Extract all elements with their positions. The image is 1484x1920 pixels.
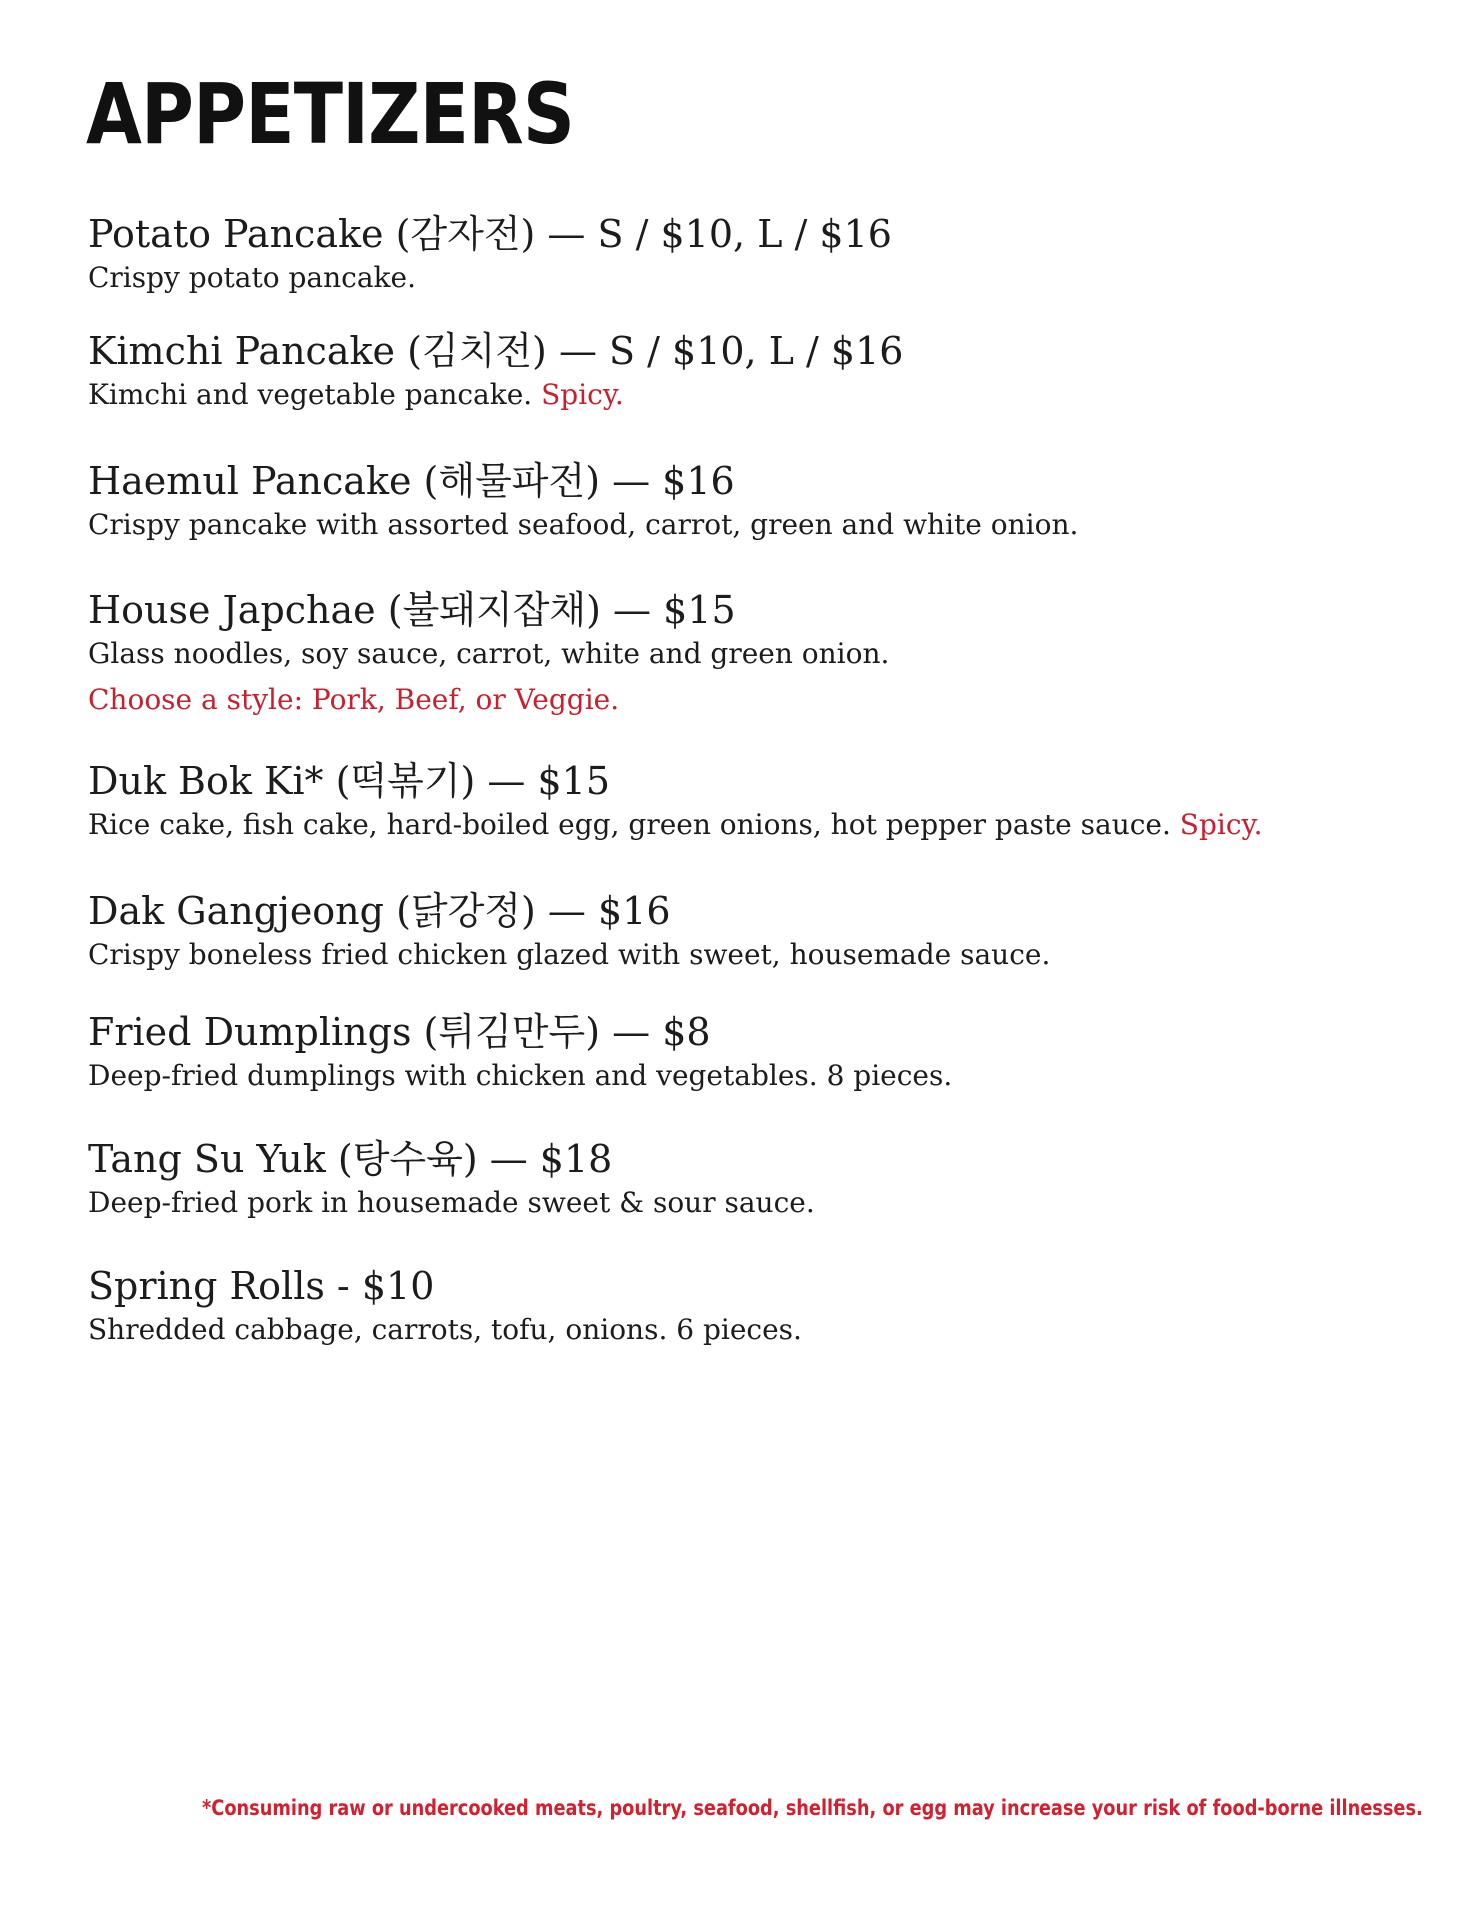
item-description: Crispy pancake with assorted seafood, carrot, green and white onion. — [88, 508, 1079, 541]
item-description: Shredded cabbage, carrots, tofu, onions. 6 pieces. — [88, 1313, 802, 1346]
item-description: Deep-fried dumplings with chicken and vegetables. 8 pieces. — [88, 1059, 953, 1092]
item-name: Duk Bok Ki* (떡볶기) — $15 — [88, 759, 611, 803]
menu-item-haemul-pancake — [88, 459, 1424, 543]
item-description: Glass noodles, soy sauce, carrot, white and green onion. — [88, 637, 890, 670]
style-choice-note: Choose a style: Pork, Beef, or Veggie. — [88, 683, 620, 716]
item-description: Deep-fried pork in housemade sweet & sour sauce. — [88, 1186, 815, 1219]
item-name: Dak Gangjeong (닭강정) — $16 — [88, 889, 671, 933]
item-description: Crispy potato pancake. — [88, 261, 416, 294]
page-title: APPETIZERS — [86, 65, 575, 163]
food-safety-disclaimer: *Consuming raw or undercooked meats, poultry, seafood, shellfish, or egg may increase your risk of food-borne illnesses. — [202, 1796, 1423, 1820]
menu-item-spring-rolls — [88, 1264, 1424, 1348]
menu-item-kimchi-pancake — [88, 329, 1424, 413]
item-description: Crispy boneless fried chicken glazed with sweet, housemade sauce. — [88, 938, 1051, 971]
menu-item-dak-gangjeong — [88, 889, 1424, 973]
spicy-label: Spicy. — [541, 378, 624, 411]
spicy-label: Spicy. — [1179, 808, 1263, 841]
item-name: Haemul Pancake (해물파전) — $16 — [88, 459, 735, 503]
item-name: Tang Su Yuk (탕수육) — $18 — [88, 1137, 613, 1181]
item-name: Fried Dumplings (튀김만두) — $8 — [88, 1010, 711, 1054]
menu-item-house-japchae — [88, 588, 1424, 718]
item-description: Rice cake, fish cake, hard-boiled egg, green onions, hot pepper paste sauce. Spicy. — [88, 808, 1263, 841]
item-name: House Japchae (불돼지잡채) — $15 — [88, 588, 736, 632]
item-description: Kimchi and vegetable pancake. Spicy. — [88, 378, 624, 411]
item-name: Kimchi Pancake (김치전) — S / $10, L / $16 — [88, 329, 904, 373]
menu-item-tang-su-yuk — [88, 1137, 1424, 1221]
menu-item-fried-dumplings — [88, 1010, 1424, 1094]
item-name: Spring Rolls - $10 — [88, 1264, 435, 1308]
item-name: Potato Pancake (감자전) — S / $10, L / $16 — [88, 212, 892, 256]
menu-item-duk-bok-ki — [88, 759, 1424, 843]
menu-item-potato-pancake — [88, 212, 1424, 296]
